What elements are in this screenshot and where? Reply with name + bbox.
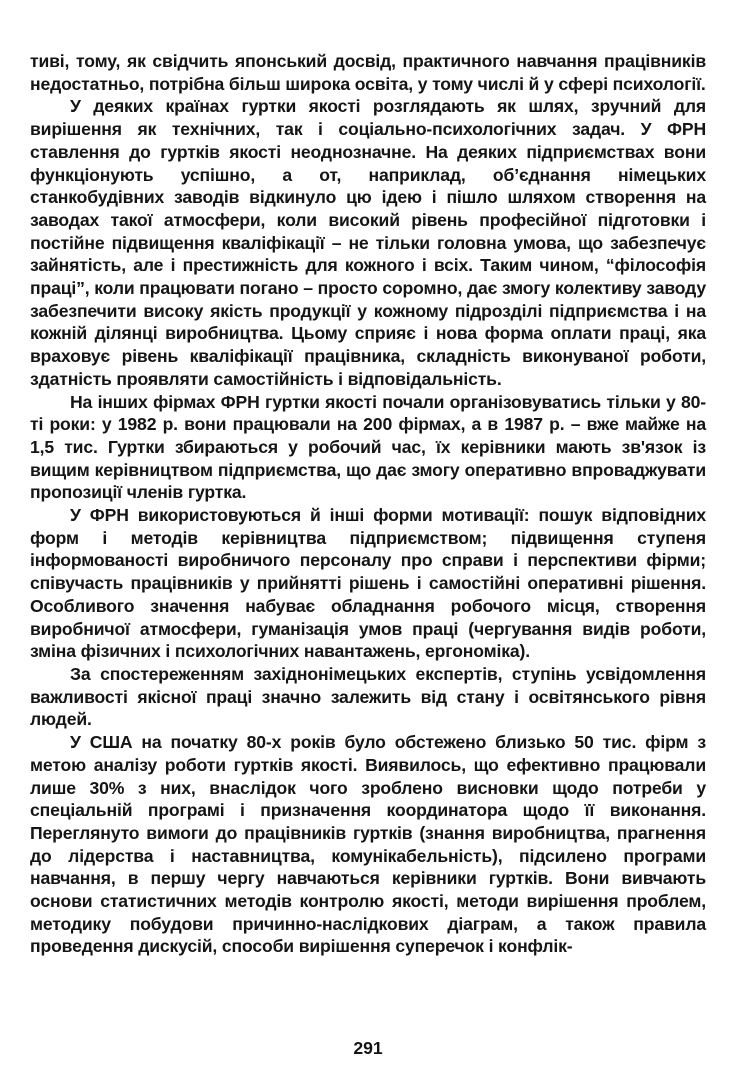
paragraph-frg-firms: На інших фірмах ФРН гуртки якості почали організовуватись тільки у 80-ті роки: у 1982 р. вони працювали на 200 фірмах, а в 1987 р. – вже майже на 1,5 тис. Гуртки збираються у робочий час, їх керівники мають зв'язок із вищим керівництвом підприємства, що дає змогу оперативно впроваджувати пропозиції членів гуртка. bbox=[30, 391, 706, 503]
paragraph-motivation-forms: У ФРН використовуються й інші форми мотивації: пошук відповідних форм і методів керівництва підприємством; підвищення ступеня інформованості виробничого персоналу про справи і перспективи фірми; співучасть працівників у прийнятті рішень і самостійні оперативні рішення. Особливого значення набуває обладнання робочого місця, створення виробничої атмосфери, гуманізація умов праці (чергування видів роботи, зміна фізичних і психологічних навантажень, ергономіка). bbox=[30, 505, 706, 662]
paragraph-usa-survey: У США на початку 80-х років було обстежено близько 50 тис. фірм з метою аналізу роботи гуртків якості. Виявилось, що ефективно працювали лише 30% з них, внаслідок чого зроблено висновки щодо потреби у спеціальній програмі і призначення координатора щодо її виконання. Переглянуто вимоги до працівників гуртків (знання виробництва, прагнення до лідерства і наставництва, комунікабельність), підсилено програми навчання, в першу чергу навчаються керівники гуртків. Вони вивчають основи статистичних методів контролю якості, методи вирішення проблем, методику побудови причинно-наслідкових діаграм, а також правила проведення дискусій, способи вирішення суперечок і конфлік- bbox=[30, 732, 706, 957]
paragraph-continuation: тиві, тому, як свідчить японський досвід, практичного навчання працівників недостатньо, потрібна більш широка освіта, у тому числі й у сфері психології. bbox=[30, 51, 706, 94]
paragraph-experts-observation: За спостереженням західнонімецьких експертів, ступінь усвідомлення важливості якісної праці значно залежить від стану і освітянського рівня людей. bbox=[30, 663, 706, 730]
page-body bbox=[30, 50, 706, 958]
page-number: 291 bbox=[353, 1038, 383, 1058]
paragraph-quality-circles-frg: У деяких країнах гуртки якості розглядають як шлях, зручний для вирішення як технічних, так і соціально-психологічних задач. У ФРН ставлення до гуртків якості неоднозначне. На деяких підприємствах вони функціонують успішно, а от, наприклад, об’єднання німецьких станкобудівних заводів відкинуло цю ідею і пішло шляхом створення на заводах такої атмосфери, коли високий рівень професійної підготовки і постійне підвищення кваліфікації – не тільки головна умова, що забезпечує зайнятість, але і престижність для кожного і всіх. Таким чином, “філософія праці”, коли працювати погано – просто соромно, дає змогу колективу заводу забезпечити високу якість продукції у кожному підрозділі підприємства і на кожній ділянці виробництва. Цьому сприяє і нова форма оплати праці, яка враховує рівень кваліфікації працівника, складність виконуваної роботи, здатність проявляти самостійність і відповідальність. bbox=[30, 96, 706, 389]
